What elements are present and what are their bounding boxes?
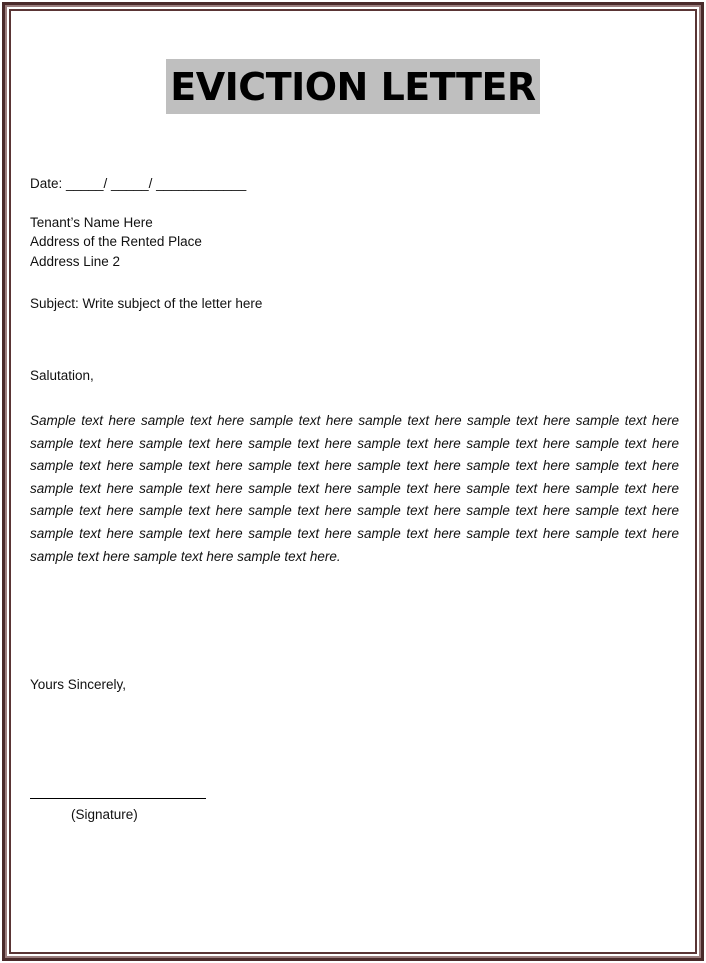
signature-line — [30, 798, 206, 799]
address-line-1: Address of the Rented Place — [30, 234, 202, 249]
date-line: Date: _____/ _____/ ____________ — [30, 176, 247, 191]
tenant-name: Tenant’s Name Here — [30, 215, 153, 230]
letter-title: EVICTION LETTER — [166, 59, 539, 114]
body-paragraph: Sample text here sample text here sample text here sample text here sample text here sample text here sample text here sample text here sample text here sample text here sample text here sample text here sample text here sample text here sample text here sample text here sample text here sample text here sample text here sample text here sample text here sample text here sample text here sample text here sample text here sample text here sample text here sample text here sample text here sample text here sample text here sample text here sample text here sample text here sample text here sample text here sample text here sample text here sample text here. — [30, 413, 679, 564]
closing-line: Yours Sincerely, — [30, 677, 127, 692]
salutation: Salutation, — [30, 368, 94, 383]
title-container — [11, 59, 695, 114]
letter-sheet — [11, 11, 695, 952]
subject-line: Subject: Write subject of the letter here — [30, 296, 263, 311]
signature-label: (Signature) — [71, 807, 138, 822]
address-line-2: Address Line 2 — [30, 254, 121, 269]
